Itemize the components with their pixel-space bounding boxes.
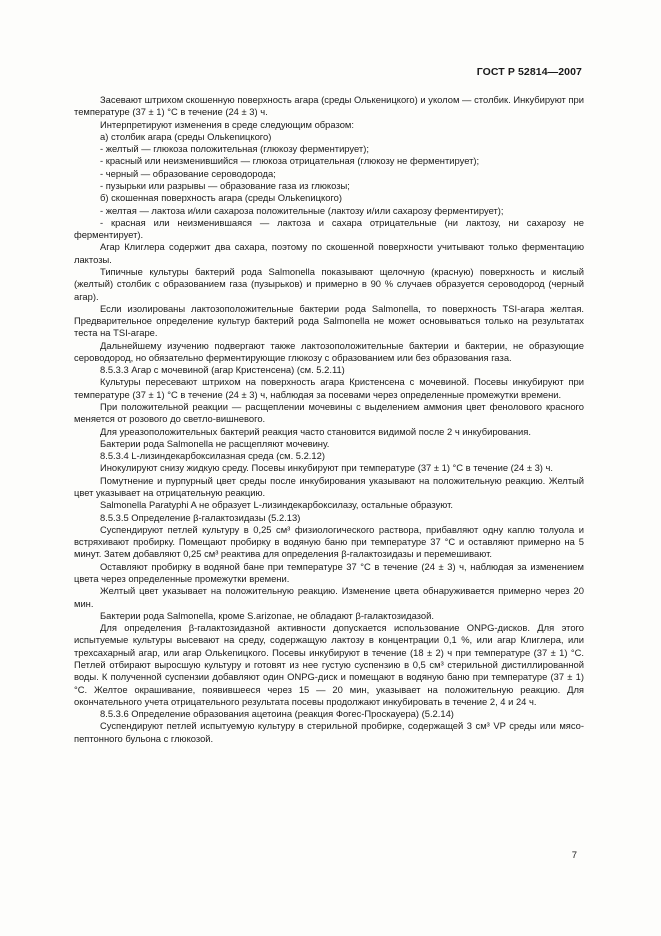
paragraph: Суспендируют петлей культуру в 0,25 см³ физиологического раствора, прибавляют одну каплю толуола и встряхивают пробирку. Помещают пробирку в водяную баню при температуре 37 °С и оставляют примерно на 5 минут. Затем добавляют 0,25 см³ реактива для определения β-галактозидазы и перемешивают. [74,523,584,560]
paragraph: - пузырьки или разрывы — образование газа из глюкозы; [100,179,350,191]
paragraph: Для уреазоположительных бактерий реакция часто становится видимой после 2 ч инкубирования. [100,425,531,437]
section-heading: 8.5.3.5 Определение β-галактозидазы (5.2.13) [100,511,301,523]
paragraph: Помутнение и пурпурный цвет среды после инкубирования указывают на положительную реакцию. Желтый цвет указывает на отрицательную реакцию. [74,474,584,498]
paragraph: а) столбик агара (среды Ольkenицкого) [100,130,272,142]
paragraph: - желтая — лактоза и/или сахароза положительные (лактозу и/или сахарозу ферментирует); [100,204,504,216]
paragraph: - желтый — глюкоза положительная (глюкозу ферментирует); [100,143,369,155]
paragraph: Агар Клиглера содержит два сахара, поэтому по скошенной поверхности учитывают только ферментацию лактозы. [74,241,584,265]
document-body [74,94,584,745]
paragraph: Для определения β-галактозидазной активности допускается использование ONPG-дисков. Для этого испытуемые культуры высевают на среду, содержащую лактозу в концентрации 0,1 %, или агар Клиглера, или трехсахарный агар, или агар Ольkenицкого. Посевы инкубируют в течение (18 ± 2) ч при температуре (37 ± 1) °С. Петлей отбирают выросшую культуру и готовят из нее густую суспензию в 0,5 см³ стерильной дистиллированной воды. К полученной суспензии добавляют один ONPG-диск и помещают в водяную баню при температуре (37 ± 1) °С. Желтое окрашивание, появившееся через 15 — 20 мин, указывает на положительную реакцию. Для окончательного учета отрицательного результата посевы продолжают инкубировать в течение 2, 4 и 24 ч. [74,622,584,707]
paragraph: При положительной реакции — расщеплении мочевины с выделением аммония цвет фенолового красного меняется от розового до светло-вишневого. [74,401,584,425]
paragraph: Дальнейшему изучению подвергают также лактозоположительные бактерии и бактерии, не образующие сероводород, но обязательно ферментирующие глюкозу с образованием или без образования газа. [74,339,584,363]
paragraph: - красная или неизменившаяся — лактоза и сахара отрицательные (ни лактозу, ни сахарозу не ферментирует). [74,216,584,241]
paragraph: Salmonella Paratyphi A не образует L-лизиндекарбоксилазу, остальные образуют. [100,499,453,511]
section-heading: 8.5.3.3 Агар с мочевиной (агар Кристенсена) (см. 5.2.11) [100,364,345,376]
paragraph: Интерпретируют изменения в среде следующим образом: [100,118,354,130]
paragraph: Засевают штрихом скошенную поверхность агара (среды Олькеницкого) и уколом — столбик. Инкубируют при температуре (37 ± 1) °С в течение (24 ± 3) ч. [74,94,584,118]
paragraph: Желтый цвет указывает на положительную реакцию. Изменение цвета обнаруживается примерно через 20 мин. [74,585,584,609]
paragraph: Типичные культуры бактерий рода Salmonella показывают щелочную (красную) поверхность и кислый (желтый) столбик с образованием газа (пузырьков) и примерно в 90 % случаев образуется сероводород (черный агар). [74,265,584,302]
paragraph: б) скошенная поверхность агара (среды Ольkenицкого) [100,192,342,204]
document-header: ГОСТ Р 52814—2007 [476,66,582,78]
paragraph: Бактерии рода Salmonella, кроме S.arizonae, не обладают β-галактозидазой. [100,609,434,621]
paragraph: - черный — образование сероводорода; [100,167,276,179]
paragraph: Бактерии рода Salmonella не расщепляют мочевину. [100,437,330,449]
paragraph: Оставляют пробирку в водяной бане при температуре 37 °С в течение (24 ± 3) ч, наблюдая за изменением цвета через определенные промежутки времени. [74,560,584,584]
paragraph: Суспендируют петлей испытуемую культуру в стерильной пробирке, содержащей 3 см³ VP среды или мясо-пептонного бульона с глюкозой. [74,720,584,744]
section-heading: 8.5.3.6 Определение образования ацетоина (реакция Фогес-Проскауера) (5.2.14) [100,708,454,720]
section-heading: 8.5.3.4 L-лизиндекарбоксилазная среда (см. 5.2.12) [100,450,325,462]
paragraph: Если изолированы лактозоположительные бактерии рода Salmonella, то поверхность TSI-агара желтая. Предварительное определение культур бактерий рода Salmonella не может основываться только на результатах теста на TSI-агаре. [74,302,584,339]
paragraph: Инокулируют снизу жидкую среду. Посевы инкубируют при температуре (37 ± 1) °С в течение (24 ± 3) ч. [100,462,554,474]
page-number: 7 [571,850,577,861]
paragraph: - красный или неизменившийся — глюкоза отрицательная (глюкозу не ферментирует); [100,155,480,167]
paragraph: Культуры пересевают штрихом на поверхность агара Кристенсена с мочевиной. Посевы инкубируют при температуре (37 ± 1) °С в течение (24 ± 3) ч, наблюдая за посевами через определенные промежутки времени. [74,376,584,400]
